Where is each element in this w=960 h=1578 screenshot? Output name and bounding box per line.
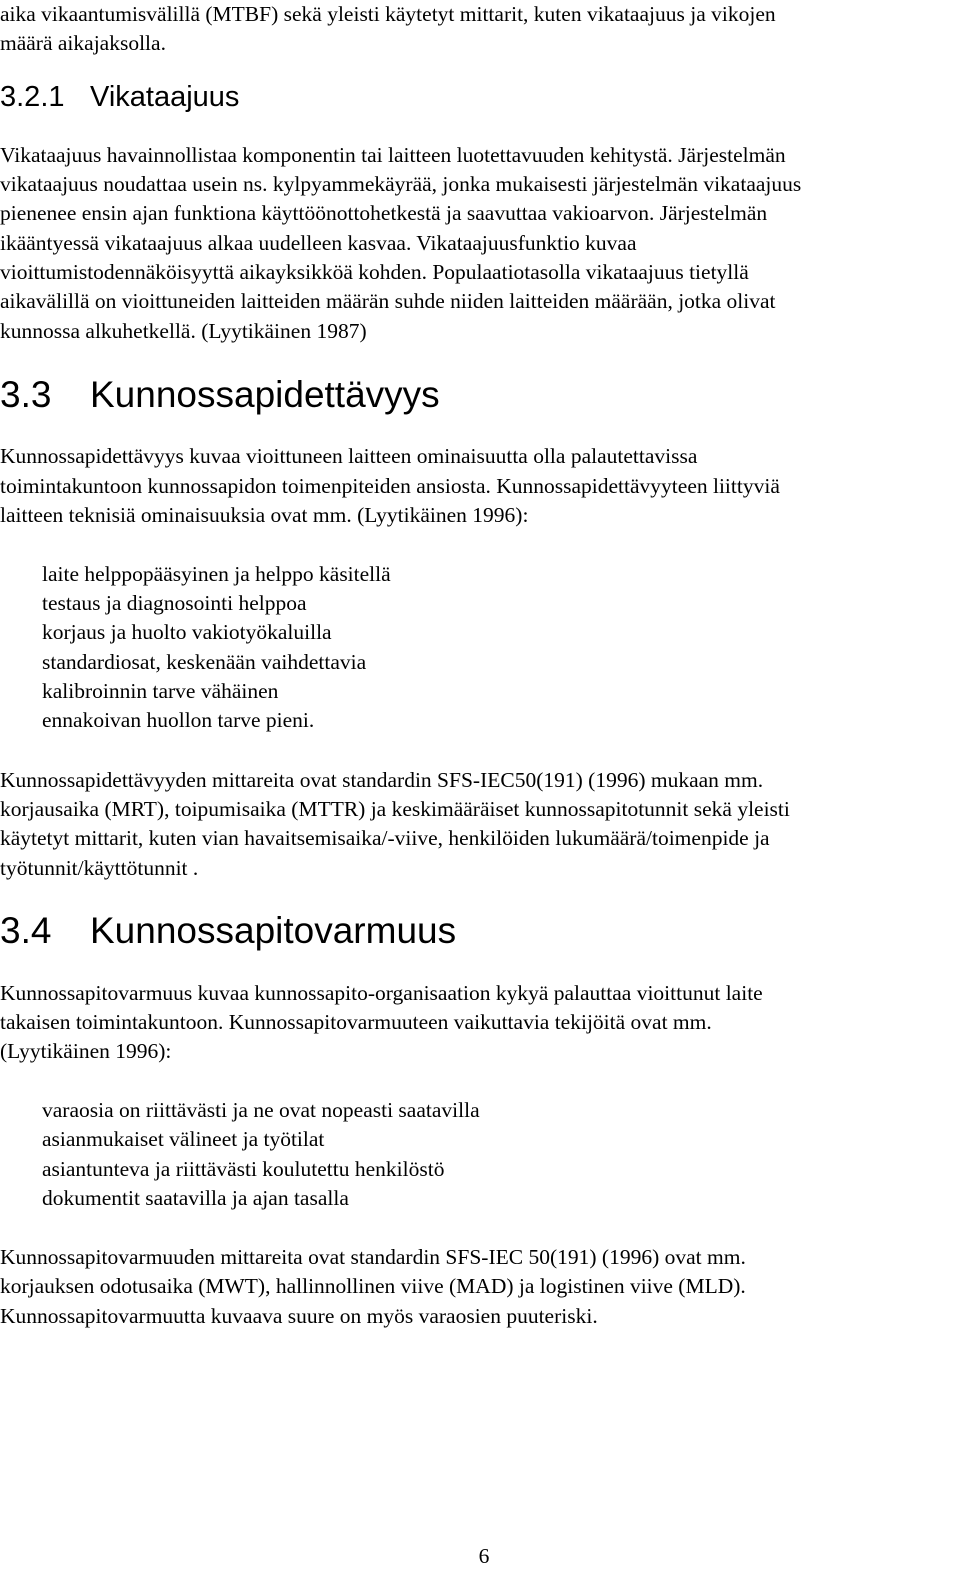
paragraph-line: korjausaika (MRT), toipumisaika (MTTR) ja keskimääräiset kunnossapitotunnit sekä yleisti <box>0 797 790 821</box>
paragraph-line: Kunnossapidettävyys kuvaa vioittuneen laitteen ominaisuutta olla palautettavissa <box>0 444 698 468</box>
list-item: varaosia on riittävästi ja ne ovat nopeasti saatavilla <box>42 1098 480 1122</box>
section-title: Kunnossapitovarmuus <box>90 910 457 951</box>
paragraph-line: määrä aikajaksolla. <box>0 31 166 55</box>
section-number: 3.3 <box>0 374 52 415</box>
paragraph-line: Vikataajuus havainnollistaa komponentin tai laitteen luotettavuuden kehitystä. Järjestelmän <box>0 143 786 167</box>
list-item: asiantunteva ja riittävästi koulutettu henkilöstö <box>42 1157 445 1181</box>
paragraph-line: Kunnossapitovarmuuden mittareita ovat standardin SFS-IEC 50(191) (1996) ovat mm. <box>0 1245 746 1269</box>
paragraph-line: ikääntyessä vikataajuus alkaa uudelleen kasvaa. Vikataajuusfunktio kuvaa <box>0 231 637 255</box>
paragraph-line: käytetyt mittarit, kuten vian havaitsemisaika/-viive, henkilöiden lukumäärä/toimenpide ja <box>0 826 770 850</box>
section-heading-3-3 <box>0 373 440 417</box>
paragraph-line: Kunnossapitovarmuutta kuvaava suure on myös varaosien puuteriski. <box>0 1304 598 1328</box>
paragraph-line: Kunnossapidettävyyden mittareita ovat standardin SFS-IEC50(191) (1996) mukaan mm. <box>0 768 764 792</box>
section-title: Vikataajuus <box>90 81 240 113</box>
paragraph-line: Kunnossapitovarmuus kuvaa kunnossapito-organisaation kykyä palauttaa vioittunut laite <box>0 981 763 1005</box>
paragraph-line: korjauksen odotusaika (MWT), hallinnollinen viive (MAD) ja logistinen viive (MLD). <box>0 1274 746 1298</box>
list-item: korjaus ja huolto vakiotyökaluilla <box>42 620 332 644</box>
list-item: asianmukaiset välineet ja työtilat <box>42 1127 325 1151</box>
paragraph-line: kunnossa alkuhetkellä. (Lyytikäinen 1987) <box>0 319 367 343</box>
section-heading-3-4 <box>0 909 456 953</box>
list-item: laite helppopääsyinen ja helppo käsitellä <box>42 562 391 586</box>
paragraph-line: vioittumistodennäköisyyttä aikayksikköä kohden. Populaatiotasolla vikataajuus tietyllä <box>0 260 749 284</box>
paragraph-line: työtunnit/käyttötunnit . <box>0 856 199 880</box>
section-title: Kunnossapidettävyys <box>90 374 440 415</box>
paragraph-line: pienenee ensin ajan funktiona käyttöönottohetkestä ja saavuttaa vakioarvon. Järjestelmän <box>0 201 768 225</box>
list-item: ennakoivan huollon tarve pieni. <box>42 708 315 732</box>
list-item: testaus ja diagnosointi helppoa <box>42 591 307 615</box>
paragraph-line: laitteen teknisiä ominaisuuksia ovat mm. (Lyytikäinen 1996): <box>0 503 529 527</box>
list-item: standardiosat, keskenään vaihdettavia <box>42 650 367 674</box>
paragraph-line: aikavälillä on vioittuneiden laitteiden määrän suhde niiden laitteiden määrään, jotka olivat <box>0 289 776 313</box>
page-number: 6 <box>478 1544 490 1568</box>
paragraph-line: toimintakuntoon kunnossapidon toimenpiteiden ansiosta. Kunnossapidettävyyteen liittyviä <box>0 474 780 498</box>
section-number: 3.2.1 <box>0 81 65 113</box>
section-number: 3.4 <box>0 910 52 951</box>
list-item: kalibroinnin tarve vähäinen <box>42 679 279 703</box>
list-item: dokumentit saatavilla ja ajan tasalla <box>42 1186 349 1210</box>
paragraph-line: vikataajuus noudattaa usein ns. kylpyammekäyrää, jonka mukaisesti järjestelmän vikataajuus <box>0 172 802 196</box>
paragraph-line: aika vikaantumisvälillä (MTBF) sekä yleisti käytetyt mittarit, kuten vikataajuus ja vikojen <box>0 2 776 26</box>
paragraph-line: (Lyytikäinen 1996): <box>0 1039 172 1063</box>
section-heading-3-2-1 <box>0 79 239 115</box>
paragraph-line: takaisen toimintakuntoon. Kunnossapitovarmuuteen vaikuttavia tekijöitä ovat mm. <box>0 1010 712 1034</box>
